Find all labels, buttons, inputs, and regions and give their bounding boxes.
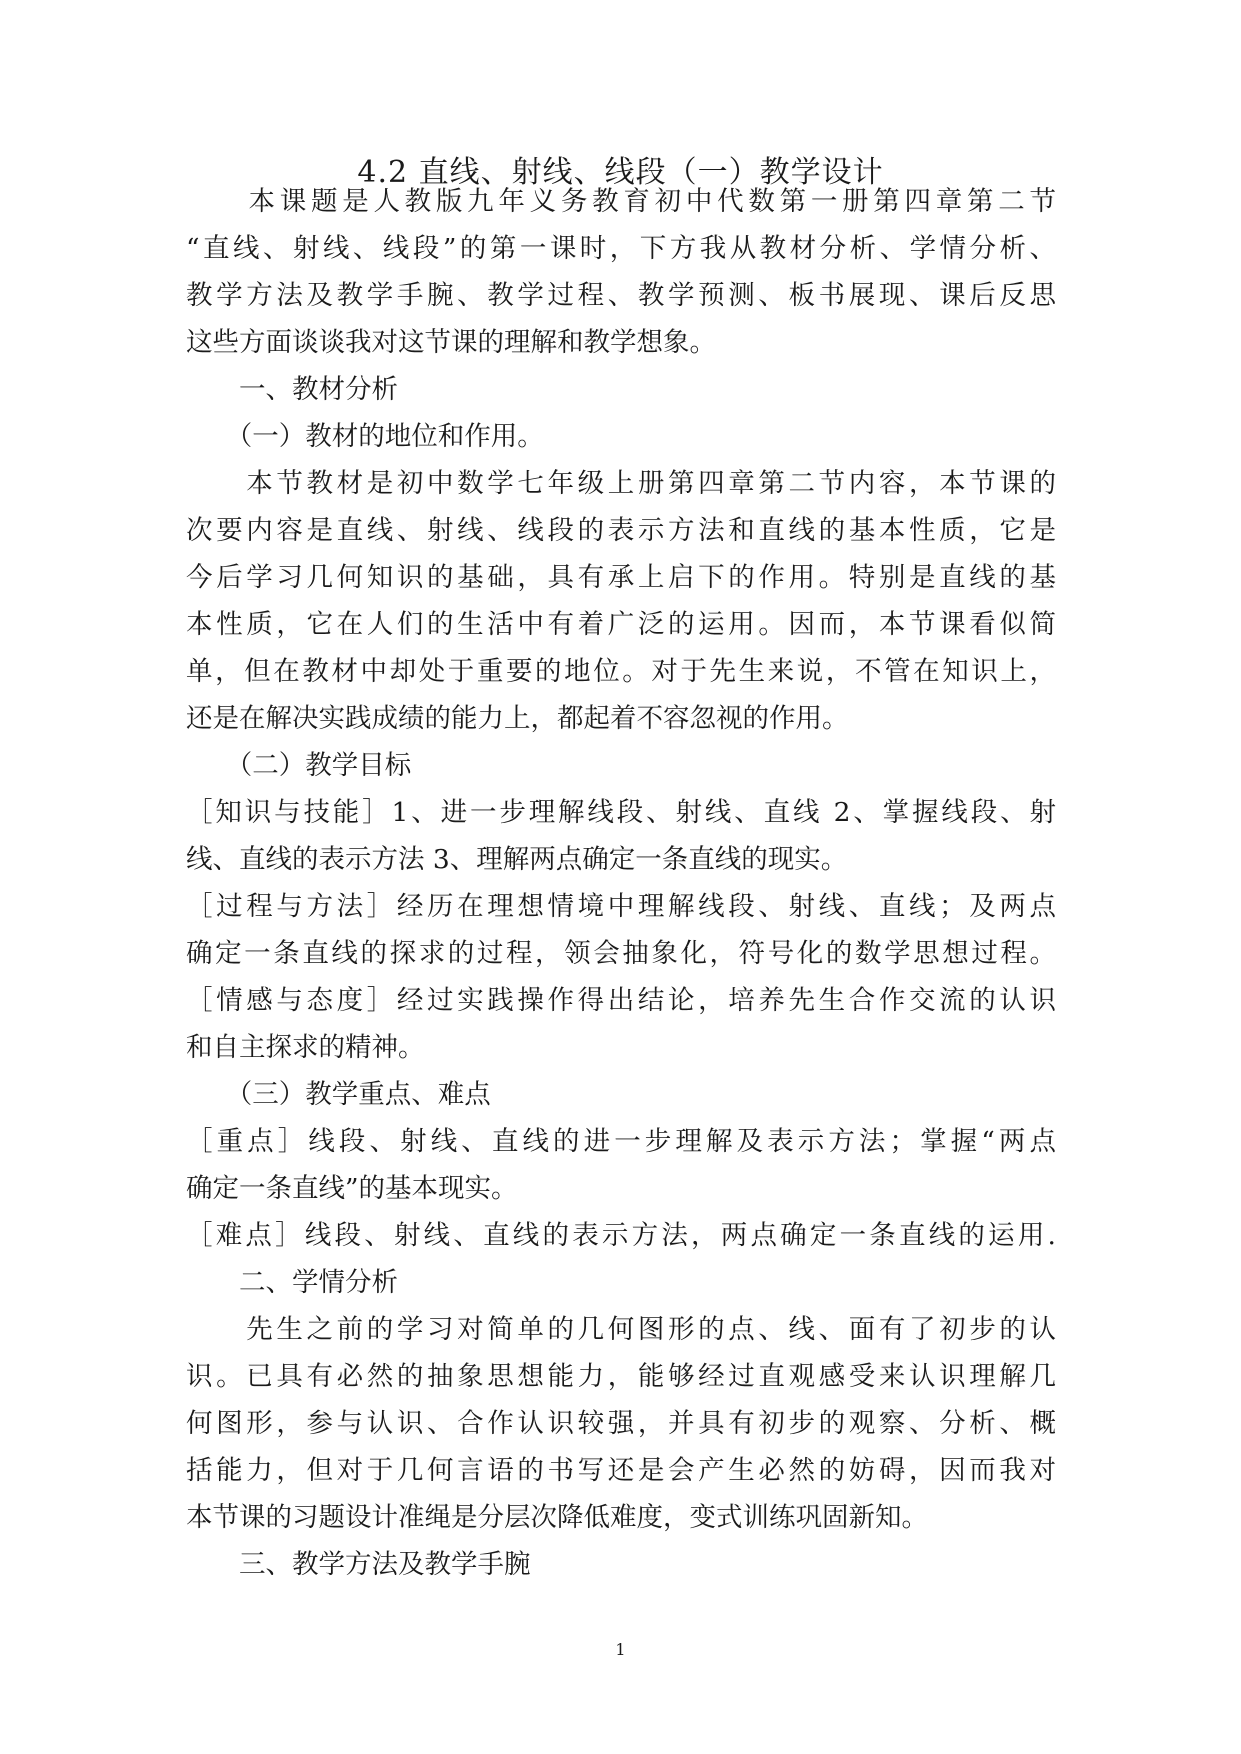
subsection-heading: （二）教学目标 (186, 750, 412, 781)
text-line: 教学方法及教学手腕、教学过程、教学预测、板书展现、课后反思 (186, 280, 1056, 311)
text-line: 括能力，但对于几何言语的书写还是会产生必然的妨碍，因而我对 (186, 1455, 1056, 1486)
text-line: “直线、射线、线段”的第一课时，下方我从教材分析、学情分析、 (186, 233, 1056, 264)
text-line: ［情感与态度］经过实践操作得出结论，培养先生合作交流的认识 (186, 985, 1056, 1016)
text-line: 识。已具有必然的抽象思想能力，能够经过直观感受来认识理解几 (186, 1361, 1056, 1392)
text-line: 本性质，它在人们的生活中有着广泛的运用。因而，本节课看似简 (186, 609, 1056, 640)
text-line: 本节教材是初中数学七年级上册第四章第二节内容，本节课的 (186, 468, 1056, 499)
text-line: ［重点］线段、射线、直线的进一步理解及表示方法；掌握“两点 (186, 1126, 1056, 1157)
subsection-heading: （一）教材的地位和作用。 (186, 421, 544, 452)
text-line: 今后学习几何知识的基础，具有承上启下的作用。特别是直线的基 (186, 562, 1056, 593)
text-line: ［知识与技能］1、进一步理解线段、射线、直线 2、掌握线段、射 (186, 797, 1056, 828)
text-line: 确定一条直线的探求的过程，领会抽象化，符号化的数学思想过程。 (186, 938, 1056, 969)
text-line: 本课题是人教版九年义务教育初中代数第一册第四章第二节 (186, 186, 1056, 217)
text-line: 先生之前的学习对简单的几何图形的点、线、面有了初步的认 (186, 1314, 1056, 1345)
text-line: 这些方面谈谈我对这节课的理解和教学想象。 (186, 327, 716, 358)
text-line: 还是在解决实践成绩的能力上，都起着不容忽视的作用。 (186, 703, 849, 734)
section-heading: 二、学情分析 (186, 1267, 398, 1298)
text-line: 线、直线的表示方法 3、理解两点确定一条直线的现实。 (186, 844, 848, 875)
text-line: 单，但在教材中却处于重要的地位。对于先生来说，不管在知识上， (186, 656, 1056, 687)
subsection-heading: （三）教学重点、难点 (186, 1079, 491, 1110)
text-line: ［难点］线段、射线、直线的表示方法，两点确定一条直线的运用. (186, 1220, 1056, 1251)
text-line: 何图形，参与认识、合作认识较强，并具有初步的观察、分析、概 (186, 1408, 1056, 1439)
document-title: 4.2 直线、射线、线段（一）教学设计 (357, 155, 884, 190)
page-number: 1 (615, 1640, 626, 1659)
text-line: ［过程与方法］经历在理想情境中理解线段、射线、直线；及两点 (186, 891, 1056, 922)
text-line: 和自主探求的精神。 (186, 1032, 425, 1063)
section-heading: 三、教学方法及教学手腕 (186, 1549, 531, 1580)
text-line: 次要内容是直线、射线、线段的表示方法和直线的基本性质，它是 (186, 515, 1056, 546)
text-line: 确定一条直线”的基本现实。 (186, 1173, 518, 1204)
text-line: 本节课的习题设计准绳是分层次降低难度，变式训练巩固新知。 (186, 1502, 928, 1533)
section-heading: 一、教材分析 (186, 374, 398, 405)
